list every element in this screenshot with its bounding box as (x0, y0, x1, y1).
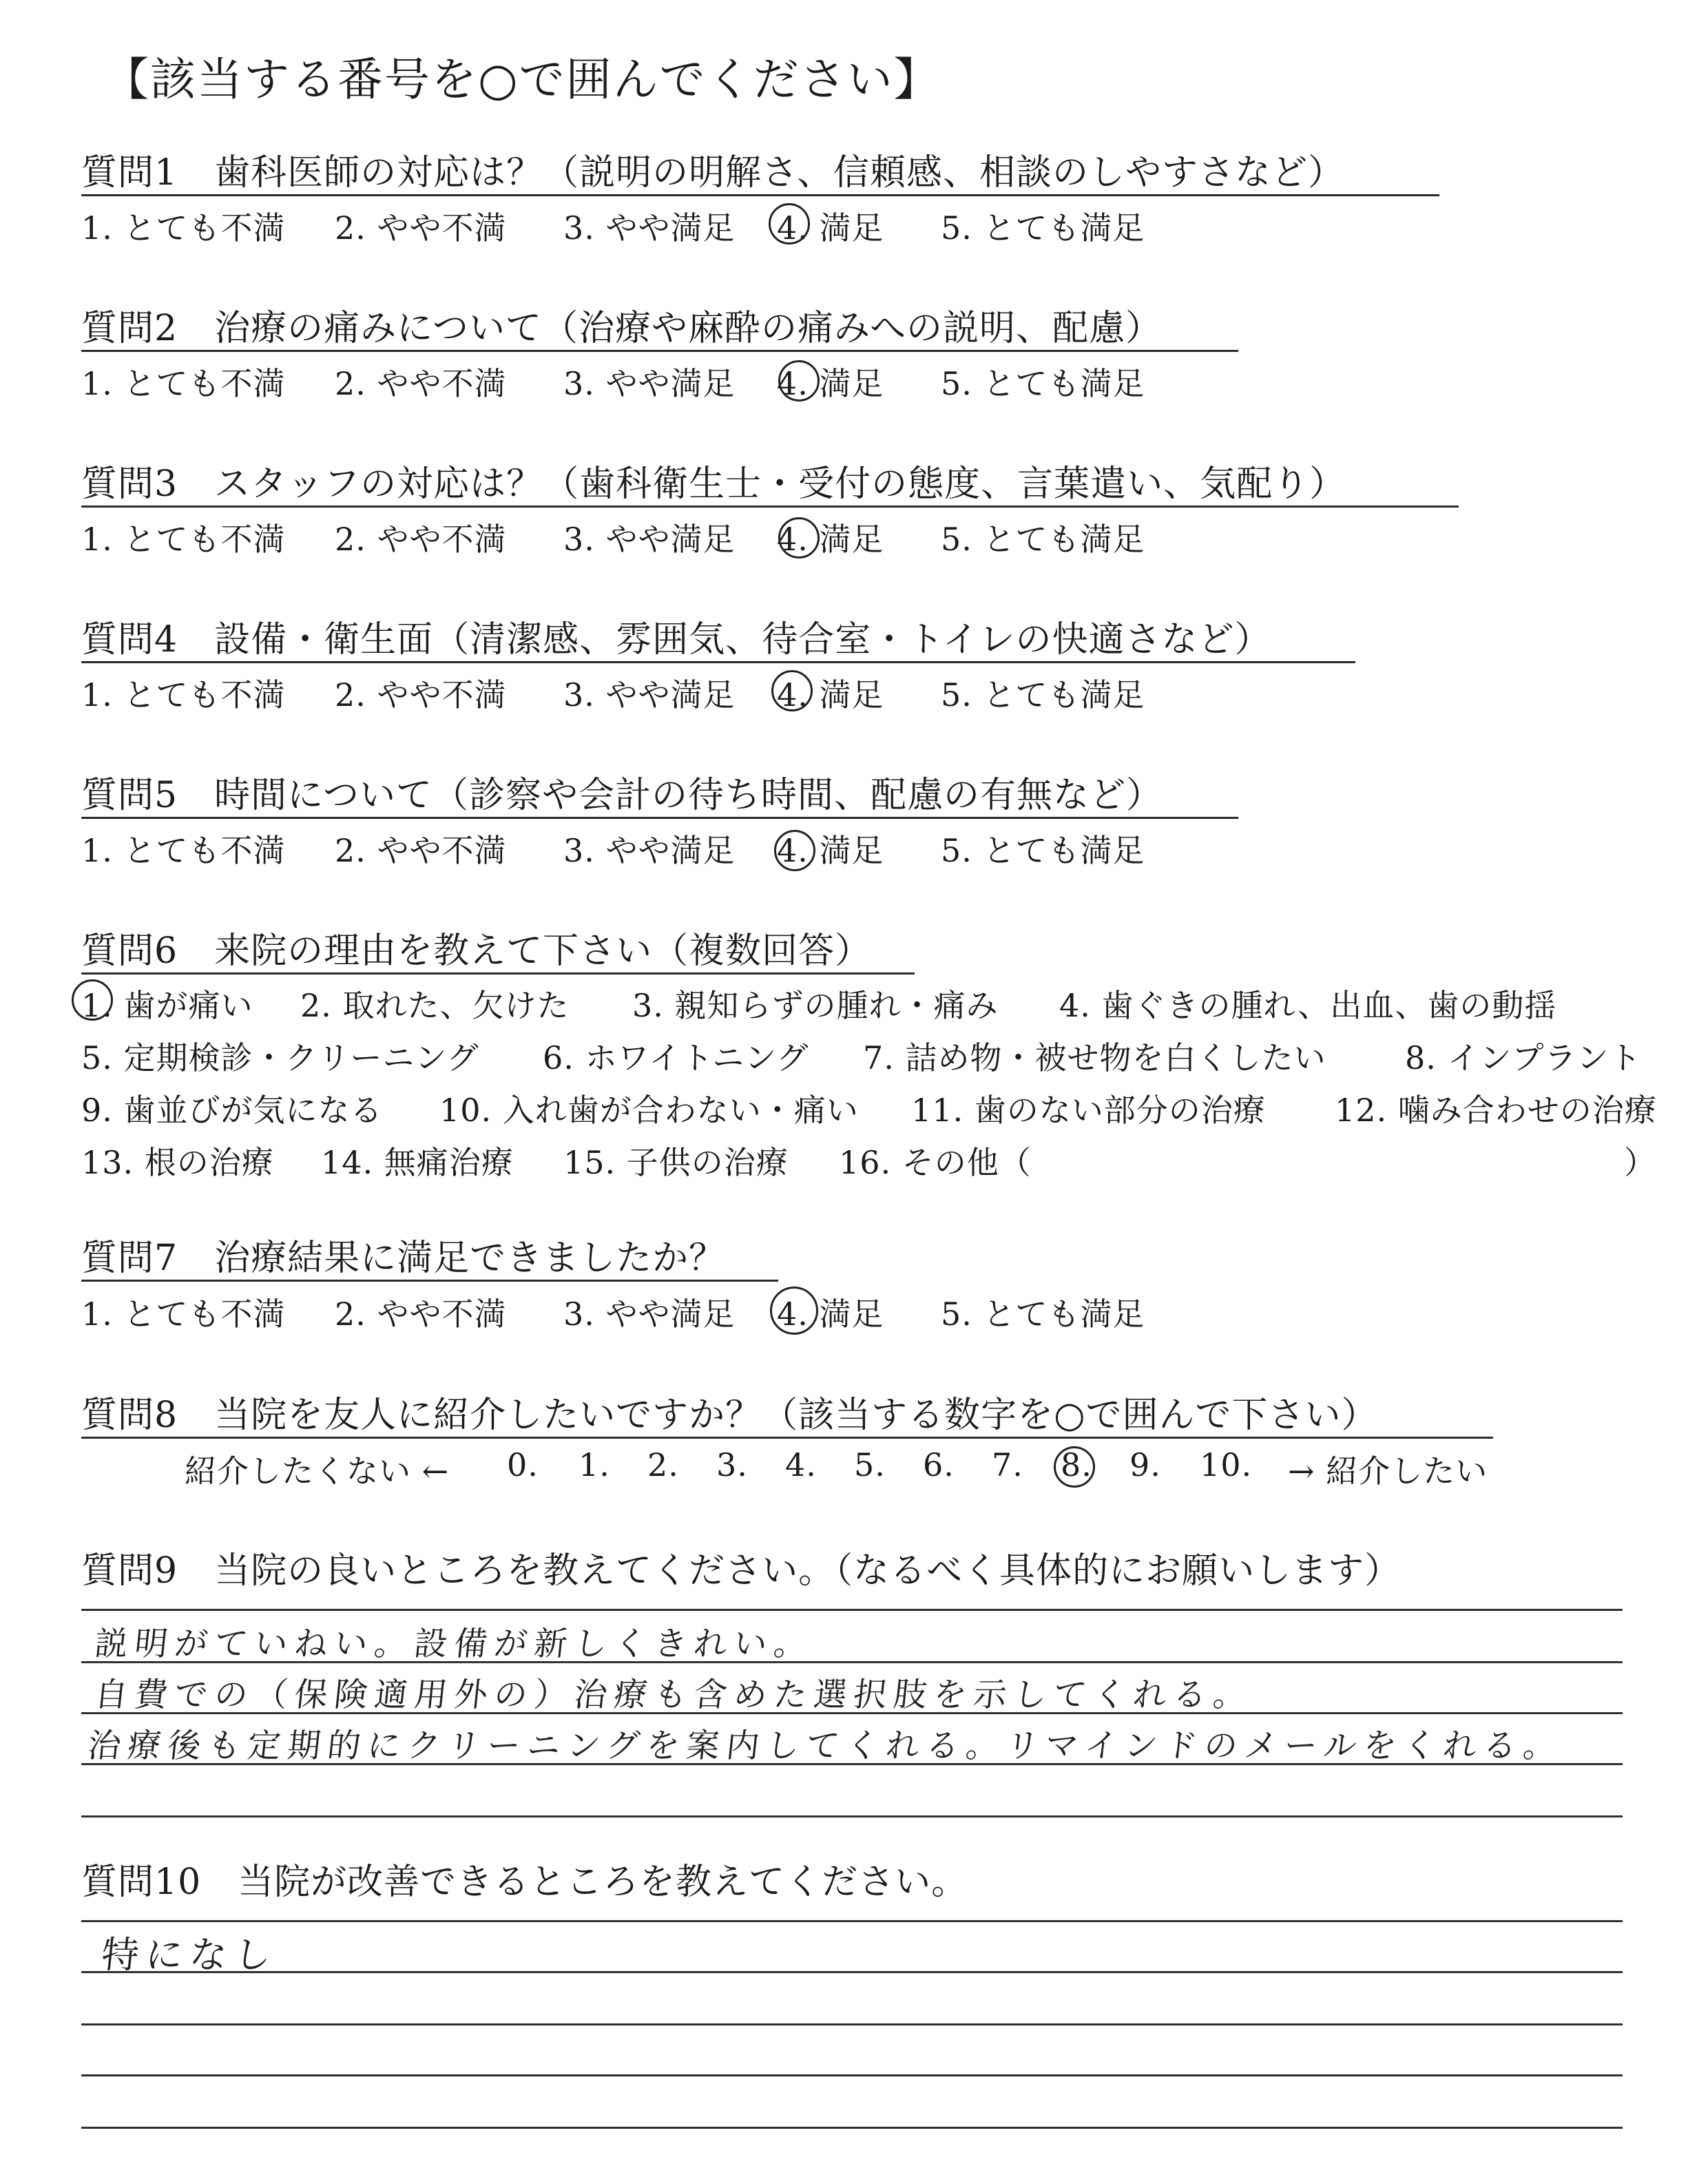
page-title: 【該当する番号を○で囲んでください】 (103, 53, 941, 106)
question-1-underline (81, 194, 1439, 196)
q10-answer-rule-2 (81, 1971, 1623, 1973)
q8-selected-circle (1054, 1446, 1095, 1488)
q7-option-1[interactable]: 1. とても不満 (81, 1295, 286, 1333)
q2-option-4[interactable]: 4. 満足 (777, 365, 884, 402)
q9-answer-line-3: 治療後も定期的にクリーニングを案内してくれる。リマインドのメールをくれる。 (85, 1727, 1565, 1765)
q4-selected-circle (771, 670, 813, 711)
q4-option-1[interactable]: 1. とても不満 (81, 676, 286, 713)
question-8-title: 質問8 当院を友人に紹介したいですか？（該当する数字を○で囲んで下さい） (81, 1395, 1378, 1436)
q2-option-1[interactable]: 1. とても不満 (81, 365, 286, 402)
q8-scale-7[interactable]: 7. (992, 1446, 1023, 1483)
question-2-title: 質問2 治療の痛みについて（治療や麻酔の痛みへの説明、配慮） (81, 308, 1163, 349)
q1-option-4[interactable]: 4. 満足 (777, 209, 884, 247)
q5-selected-circle (774, 830, 815, 871)
q3-option-3[interactable]: 3. やや満足 (563, 521, 736, 558)
q6-reason-16[interactable]: 16. その他（ (839, 1144, 1032, 1181)
q6-reason-13[interactable]: 13. 根の治療 (81, 1144, 274, 1181)
question-4-title: 質問4 設備・衛生面（清潔感、雰囲気、待合室・トイレの快適さなど） (81, 619, 1271, 660)
q9-answer-rule-5 (81, 1815, 1623, 1817)
q2-selected-circle (778, 360, 820, 402)
q6-reason-3[interactable]: 3. 親知らずの腫れ・痛み (632, 987, 999, 1024)
q7-option-2[interactable]: 2. やや不満 (335, 1295, 507, 1333)
q6-reason-11[interactable]: 11. 歯のない部分の治療 (911, 1092, 1266, 1129)
question-7-underline (81, 1280, 778, 1282)
q6-reason-4[interactable]: 4. 歯ぐきの腫れ、出血、歯の動揺 (1059, 987, 1557, 1024)
q8-scale-9[interactable]: 9. (1129, 1446, 1161, 1483)
q10-answer-rule-5 (81, 2127, 1623, 2129)
q1-option-3[interactable]: 3. やや満足 (563, 209, 736, 247)
q5-option-4[interactable]: 4. 満足 (777, 832, 884, 869)
question-3-title: 質問3 スタッフの対応は？（歯科衛生士・受付の態度、言葉遣い、気配り） (81, 463, 1346, 505)
q5-option-3[interactable]: 3. やや満足 (563, 832, 736, 869)
q6-reason-7[interactable]: 7. 詰め物・被せ物を白くしたい (863, 1039, 1326, 1076)
q6-reason-5[interactable]: 5. 定期検診・クリーニング (81, 1039, 479, 1076)
q8-high-label: → 紹介したい (1288, 1452, 1488, 1490)
q8-scale-2[interactable]: 2. (647, 1446, 679, 1483)
q8-scale-0[interactable]: 0. (507, 1446, 539, 1483)
q6-reason-14[interactable]: 14. 無痛治療 (321, 1144, 514, 1181)
q2-option-2[interactable]: 2. やや不満 (335, 365, 507, 402)
q7-option-5[interactable]: 5. とても満足 (941, 1295, 1145, 1333)
q3-selected-circle (778, 517, 820, 559)
question-7-title: 質問7 治療結果に満足できましたか？ (81, 1238, 726, 1279)
question-10-title: 質問10 当院が改善できるところを教えてください。 (81, 1862, 968, 1903)
q8-scale-10[interactable]: 10. (1200, 1446, 1253, 1483)
question-6-title: 質問6 来院の理由を教えて下さい（複数回答） (81, 930, 872, 972)
q8-low-label: 紹介したくない ← (185, 1452, 450, 1490)
q1-selected-circle (769, 203, 810, 244)
q3-option-5[interactable]: 5. とても満足 (941, 521, 1145, 558)
q3-option-1[interactable]: 1. とても不満 (81, 521, 286, 558)
question-9-title: 質問9 当院の良いところを教えてください。（なるべく具体的にお願いします） (81, 1550, 1402, 1592)
q1-option-1[interactable]: 1. とても不満 (81, 209, 286, 247)
q8-scale-4[interactable]: 4. (785, 1446, 817, 1483)
q10-answer-rule-4 (81, 2074, 1623, 2076)
q4-option-5[interactable]: 5. とても満足 (941, 676, 1145, 713)
q3-option-2[interactable]: 2. やや不満 (335, 521, 507, 558)
q9-answer-rule-1 (81, 1609, 1623, 1611)
q6-reason-10[interactable]: 10. 入れ歯が合わない・痛い (439, 1092, 859, 1129)
q2-option-3[interactable]: 3. やや満足 (563, 365, 736, 402)
q4-option-3[interactable]: 3. やや満足 (563, 676, 736, 713)
question-5-title: 質問5 時間について（診察や会計の待ち時間、配慮の有無など） (81, 775, 1163, 816)
question-1-title: 質問1 歯科医師の対応は？（説明の明解さ、信頼感、相談のしやすさなど） (81, 152, 1345, 194)
q6-selected-circle (72, 979, 113, 1021)
q9-answer-line-1: 説明がていねい。設備が新しくきれい。 (92, 1625, 816, 1663)
question-8-underline (81, 1437, 1493, 1439)
question-3-underline (81, 506, 1459, 508)
q8-scale-3[interactable]: 3. (716, 1446, 748, 1483)
q8-scale-5[interactable]: 5. (854, 1446, 886, 1483)
q6-reason-1[interactable]: 1. 歯が痛い (81, 987, 253, 1024)
q6-reason-15[interactable]: 15. 子供の治療 (563, 1144, 789, 1181)
q8-scale-8[interactable]: 8. (1061, 1446, 1092, 1483)
q10-answer-rule-1 (81, 1920, 1623, 1922)
q3-option-4[interactable]: 4. 満足 (777, 521, 884, 558)
q5-option-1[interactable]: 1. とても不満 (81, 832, 286, 869)
q6-reason-12[interactable]: 12. 噛み合わせの治療 (1335, 1092, 1657, 1129)
question-2-underline (81, 350, 1238, 352)
q2-option-5[interactable]: 5. とても満足 (941, 365, 1145, 402)
question-4-underline (81, 661, 1355, 663)
q1-option-5[interactable]: 5. とても満足 (941, 209, 1145, 247)
q8-scale-6[interactable]: 6. (923, 1446, 955, 1483)
q4-option-4[interactable]: 4. 満足 (777, 676, 884, 713)
q7-option-3[interactable]: 3. やや満足 (563, 1295, 736, 1333)
q7-option-4[interactable]: 4. 満足 (777, 1295, 884, 1333)
q6-reason-9[interactable]: 9. 歯並びが気になる (81, 1092, 383, 1129)
q5-option-5[interactable]: 5. とても満足 (941, 832, 1145, 869)
q6-reason-2[interactable]: 2. 取れた、欠けた (300, 987, 570, 1024)
question-5-underline (81, 817, 1238, 819)
q10-answer-line-1: 特になし (99, 1933, 280, 1977)
q6-other-close-paren: ） (1624, 1144, 1656, 1181)
q8-scale-1[interactable]: 1. (579, 1446, 610, 1483)
q5-option-2[interactable]: 2. やや不満 (335, 832, 507, 869)
question-6-underline (81, 972, 915, 975)
q1-option-2[interactable]: 2. やや不満 (335, 209, 507, 247)
q9-answer-line-2: 自費での（保険適用外の）治療も含めた選択肢を示してくれる。 (92, 1676, 1256, 1714)
q6-reason-8[interactable]: 8. インプラント (1405, 1039, 1642, 1076)
q10-answer-rule-3 (81, 2023, 1623, 2025)
q6-reason-6[interactable]: 6. ホワイトニング (543, 1039, 809, 1076)
q7-selected-circle (770, 1287, 818, 1335)
q4-option-2[interactable]: 2. やや不満 (335, 676, 507, 713)
